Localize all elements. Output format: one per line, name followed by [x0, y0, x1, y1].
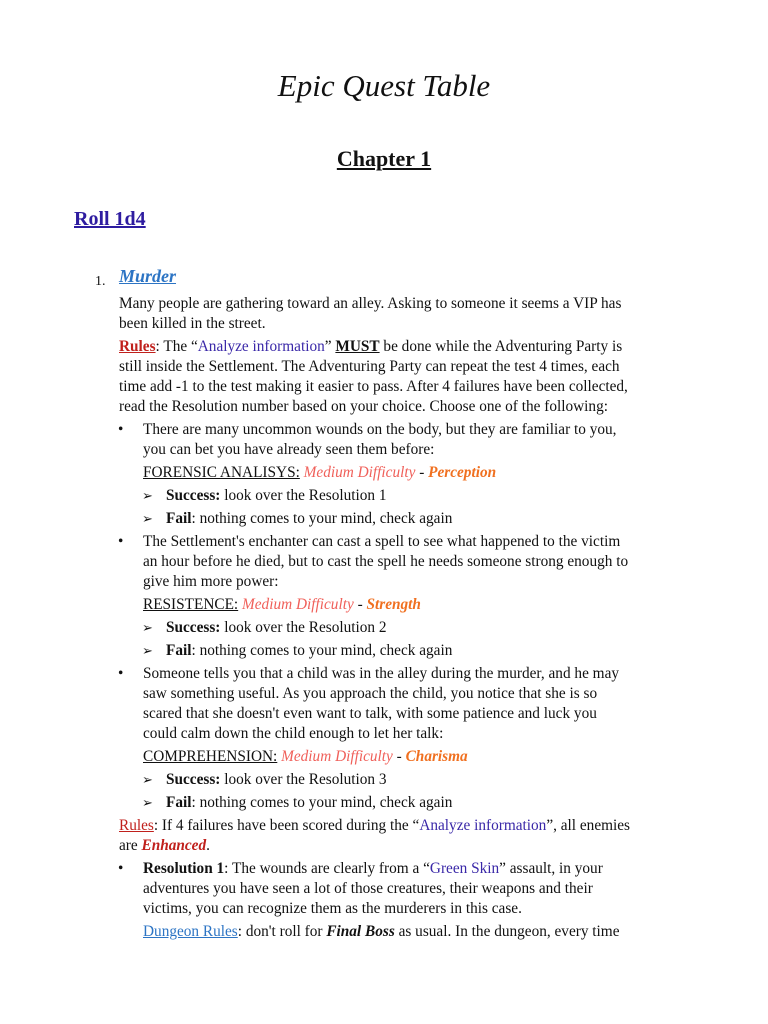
fail-label: Fail — [166, 794, 192, 811]
rules-label: Rules — [119, 817, 154, 834]
test-line — [143, 595, 421, 615]
quest-title: Murder — [119, 266, 177, 286]
success-text: look over the Resolution 3 — [220, 771, 387, 788]
list-number: 1. — [95, 274, 106, 289]
fail-text: : nothing comes to your mind, check again — [191, 642, 453, 659]
final-boss-text: Final Boss — [326, 923, 395, 940]
success-label: Success: — [166, 619, 221, 636]
success-line — [166, 618, 387, 638]
stat: Perception — [428, 464, 497, 481]
separator: - — [392, 748, 406, 765]
text: : don't roll for — [237, 923, 327, 940]
text: as usual. In the dungeon, every time — [394, 923, 620, 940]
rules-paragraph — [119, 816, 694, 836]
fail-line — [166, 509, 452, 529]
arrow-bullet-icon: ➢ — [142, 643, 153, 658]
text: be done while the Adventuring Party is — [379, 338, 623, 355]
arrow-bullet-icon: ➢ — [142, 772, 153, 787]
text: ” — [324, 338, 336, 355]
dungeon-rules-line — [143, 922, 693, 942]
test-name: COMPREHENSION: — [143, 748, 278, 765]
must-text: MUST — [335, 338, 380, 355]
fail-label: Fail — [166, 642, 192, 659]
choice-line: saw something useful. As you approach the child, you notice that she is so — [143, 685, 598, 702]
difficulty: Medium Difficulty — [281, 748, 393, 765]
success-text: look over the Resolution 1 — [220, 487, 387, 504]
text: . — [206, 837, 210, 854]
rules-label: Rules — [119, 338, 156, 355]
rules-line: time add -1 to the test making it easier to pass. After 4 failures have been collected, — [119, 378, 628, 395]
success-label: Success: — [166, 487, 221, 504]
choice-line: The Settlement's enchanter can cast a spell to see what happened to the victim — [143, 533, 621, 550]
arrow-bullet-icon: ➢ — [142, 795, 153, 810]
enhanced-text: Enhanced — [141, 837, 207, 854]
difficulty: Medium Difficulty — [303, 464, 416, 481]
choice-line: could calm down the child enough to let her talk: — [143, 725, 444, 742]
choice-line: Someone tells you that a child was in the alley during the murder, and he may — [143, 665, 620, 682]
roll-heading: Roll 1d4 — [74, 208, 146, 230]
resolution-line: victims, you can recognize them as the murderers in this case. — [143, 900, 522, 917]
dungeon-rules-link[interactable]: Dungeon Rules — [143, 923, 238, 940]
success-label: Success: — [166, 771, 221, 788]
bullet-icon: • — [118, 665, 124, 682]
bullet-icon: • — [118, 533, 124, 550]
arrow-bullet-icon: ➢ — [142, 620, 153, 635]
chapter-heading: Chapter 1 — [336, 146, 432, 171]
choice-line: There are many uncommon wounds on the body, but they are familiar to you, — [143, 421, 617, 438]
choice-line: scared that she doesn't even want to talk, with some patience and luck you — [143, 705, 597, 722]
difficulty: Medium Difficulty — [242, 596, 354, 613]
stat: Charisma — [405, 748, 468, 765]
bullet-icon: • — [118, 860, 124, 877]
rules-line — [119, 836, 694, 856]
stat: Strength — [366, 596, 421, 613]
choice-line: give him more power: — [143, 573, 279, 590]
analyze-link: Analyze information — [197, 338, 325, 355]
text: : If 4 failures have been scored during the “ — [153, 817, 420, 834]
rules-line: still inside the Settlement. The Adventuring Party can repeat the test 4 times, each — [119, 358, 620, 375]
intro-line: Many people are gathering toward an alley. Asking to someone it seems a VIP has — [119, 295, 622, 312]
choice-line: you can bet you have already seen them before: — [143, 441, 435, 458]
document-title: Epic Quest Table — [277, 68, 491, 103]
text: : The wounds are clearly from a “ — [224, 860, 430, 877]
test-line — [143, 463, 496, 483]
arrow-bullet-icon: ➢ — [142, 488, 153, 503]
intro-line: been killed in the street. — [119, 315, 266, 332]
fail-line — [166, 641, 452, 661]
choice-line: an hour before he died, but to cast the spell he needs someone strong enough to — [143, 553, 629, 570]
arrow-bullet-icon: ➢ — [142, 511, 153, 526]
separator: - — [353, 596, 367, 613]
text: are — [119, 837, 142, 854]
text: ”, all enemies — [546, 817, 630, 834]
test-name: FORENSIC ANALISYS: — [143, 464, 300, 481]
resolution-line — [143, 859, 693, 879]
success-line — [166, 770, 387, 790]
test-line — [143, 747, 468, 767]
rules-paragraph — [119, 337, 694, 357]
success-text: look over the Resolution 2 — [220, 619, 387, 636]
resolution-line: adventures you have seen a lot of those creatures, their weapons and their — [143, 880, 593, 897]
rules-line: read the Resolution number based on your choice. Choose one of the following: — [119, 398, 608, 415]
success-line — [166, 486, 387, 506]
text: ” assault, in your — [499, 860, 603, 877]
fail-text: : nothing comes to your mind, check again — [191, 794, 453, 811]
test-name: RESISTENCE: — [143, 596, 239, 613]
green-skin-link: Green Skin — [429, 860, 500, 877]
bullet-icon: • — [118, 421, 124, 438]
separator: - — [415, 464, 429, 481]
text: : The “ — [155, 338, 198, 355]
fail-label: Fail — [166, 510, 192, 527]
fail-line — [166, 793, 452, 813]
analyze-link: Analyze information — [419, 817, 547, 834]
fail-text: : nothing comes to your mind, check again — [191, 510, 453, 527]
resolution-label: Resolution 1 — [143, 860, 225, 877]
